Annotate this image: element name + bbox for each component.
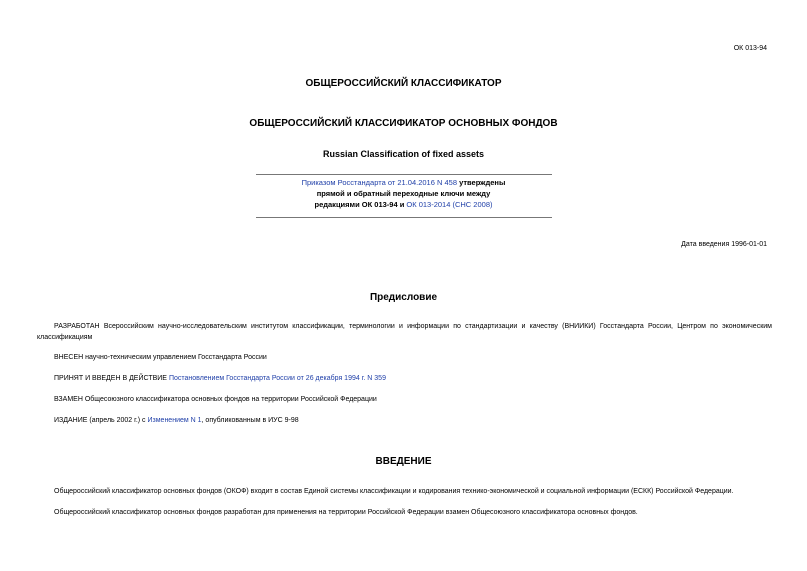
foreword-submitted: ВНЕСЕН научно-техническим управлением Госстандарта России	[54, 354, 267, 361]
foreword-edition	[37, 415, 772, 426]
foreword-developed: РАЗРАБОТАН Всероссийским научно-исследовательским институтом классификации, терминологии и информации по стандартизации и качеству (ВНИИКИ) Госстандарта России, Центром по экономическим классификациям	[37, 323, 772, 341]
amendment-note	[0, 177, 807, 210]
amendment-text-1: утверждены	[457, 178, 506, 187]
introduction-date: Дата введения 1996-01-01	[681, 241, 767, 248]
ok-2014-link[interactable]: ОК 013-2014 (СНС 2008)	[406, 200, 493, 209]
foreword-adopted-text: ПРИНЯТ И ВВЕДЕН В ДЕЙСТВИЕ	[54, 375, 169, 382]
introduction-heading: ВВЕДЕНИЕ	[375, 456, 432, 467]
foreword-heading: Предисловие	[369, 292, 438, 303]
classifier-full-title: ОБЩЕРОССИЙСКИЙ КЛАССИФИКАТОР ОСНОВНЫХ ФОНДОВ	[249, 118, 558, 129]
foreword-edition-text-1: ИЗДАНИЕ (апрель 2002 г.) с	[54, 417, 148, 424]
english-title: Russian Classification of fixed assets	[322, 149, 485, 159]
introduction-paragraph-1: Общероссийский классификатор основных фондов (ОКОФ) входит в состав Единой системы классификации и кодирования технико-экономической и социальной информации (ЕСКК) Российской Федерации.	[54, 488, 734, 495]
document-code: ОК 013-94	[733, 45, 767, 52]
amendment-text-3: редакциями ОК 013-94 и	[314, 200, 407, 209]
introduction-paragraph-2: Общероссийский классификатор основных фондов разработан для применения на территории Российской Федерации взамен Общесоюзного классификатора основных фондов.	[54, 509, 638, 516]
amendment-text-2: прямой и обратный переходные ключи между	[316, 189, 491, 198]
foreword-replaces: ВЗАМЕН Общесоюзного классификатора основных фондов на территории Российской Федерации	[54, 396, 377, 403]
foreword-adopted	[37, 373, 772, 384]
divider-top	[256, 174, 552, 175]
divider-bottom	[256, 217, 552, 218]
resolution-link[interactable]: Постановлением Госстандарта России от 26 декабря 1994 г. N 359	[168, 375, 386, 382]
classifier-title: ОБЩЕРОССИЙСКИЙ КЛАССИФИКАТОР	[305, 78, 502, 89]
amendment-1-link[interactable]: Изменением N 1	[147, 417, 202, 424]
foreword-edition-text-2: , опубликованным в ИУС 9-98	[201, 417, 299, 424]
order-link[interactable]: Приказом Росстандарта от 21.04.2016 N 458	[301, 178, 457, 187]
